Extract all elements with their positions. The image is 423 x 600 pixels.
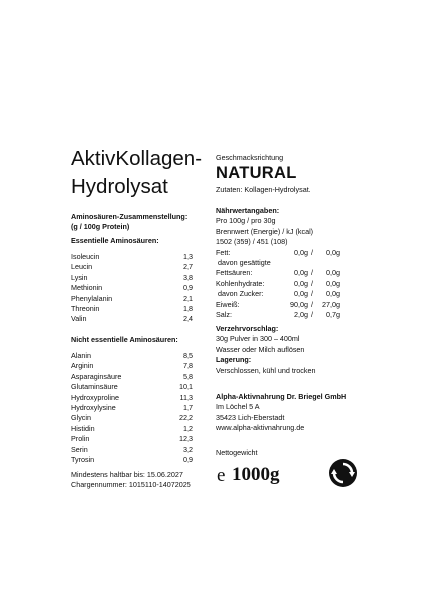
amino-name: Phenylalanin: [71, 293, 113, 303]
nutrition-value-30g: 0,0g: [326, 268, 340, 278]
essential-amino-row: [71, 262, 193, 272]
energy-label: Brennwert (Energie) / kJ (kcal): [216, 226, 314, 236]
amino-name: Arginin: [71, 361, 94, 371]
amino-name: Histidin: [71, 423, 95, 433]
title-line-1: AktivKollagen-: [71, 147, 203, 170]
nutrition-row: [216, 248, 341, 258]
amino-name: Hydroxylysine: [71, 402, 116, 412]
nonessential-amino-row: [71, 424, 193, 434]
nutrition-value-100g: 0,0g: [294, 247, 308, 257]
amino-name: Alanin: [71, 351, 91, 360]
batch-number: Chargennummer: 1015110-14072025: [71, 480, 191, 490]
usage-line-2: Wasser oder Milch auflösen: [216, 344, 305, 354]
nutrition-separator: /: [311, 289, 313, 299]
usage-line-1: 30g Pulver in 300 – 400ml: [216, 334, 300, 344]
nonessential-heading: Nicht essentielle Aminosäuren:: [71, 335, 178, 344]
amino-value: 2,7: [183, 262, 193, 272]
amino-value: 10,1: [179, 382, 193, 392]
company-city: 35423 Lich-Eberstadt: [216, 412, 285, 422]
nutrition-separator: [308, 258, 316, 268]
best-before: Mindestens haltbar bis: 15.06.2027: [71, 470, 183, 479]
nutrition-value-30g: [316, 258, 340, 268]
amino-heading-line-2: (g / 100g Protein): [71, 222, 130, 232]
usage-block: [216, 324, 386, 376]
nonessential-amino-row: [71, 434, 193, 444]
essential-amino-row: [71, 314, 193, 324]
nutrition-heading: Nährwertangaben:: [216, 206, 280, 215]
amino-name: Glutaminsäure: [71, 382, 118, 392]
amino-name: Leucin: [71, 262, 93, 272]
nutrition-value-100g: 0,0g: [294, 268, 308, 278]
amino-name: Hydroxyproline: [71, 392, 119, 402]
nonessential-amino-row: [71, 393, 193, 403]
amino-name: Prolin: [71, 434, 90, 444]
amino-value: 1,7: [183, 402, 193, 412]
nonessential-amino-list: [71, 351, 193, 465]
flavor-value: NATURAL: [216, 164, 297, 182]
amino-value: 7,8: [183, 361, 193, 371]
amino-name: Tyrosin: [71, 454, 95, 464]
essential-amino-row: [71, 252, 193, 262]
nutrition-separator: /: [311, 309, 313, 319]
nutrition-table: [216, 206, 341, 320]
essential-amino-row: [71, 294, 193, 304]
usage-heading: Verzehrvorschlag:: [216, 324, 279, 333]
nutrition-value-30g: 27,0g: [322, 299, 340, 309]
amino-value: 8,5: [183, 351, 193, 360]
energy-values: 1502 (359) / 451 (108): [216, 237, 288, 247]
company-street: Im Löchel 5 A: [216, 402, 260, 412]
amino-value: 2,1: [183, 293, 193, 303]
amino-name: Asparaginsäure: [71, 371, 122, 381]
nutrition-value-100g: 0,0g: [294, 289, 308, 299]
amino-heading: [71, 212, 187, 233]
amino-value: 1,8: [183, 303, 193, 313]
nutrition-row: [216, 310, 341, 320]
net-weight-value: 1000g: [232, 464, 280, 485]
nutrition-label: Kohlenhydrate:: [216, 278, 265, 288]
nonessential-amino-row: [71, 445, 193, 455]
estimated-sign-icon: e: [217, 465, 226, 486]
essential-amino-row: [71, 304, 193, 314]
nutrition-separator: /: [311, 278, 313, 288]
amino-value: 11,3: [179, 392, 193, 402]
amino-value: 12,3: [179, 434, 193, 444]
amino-value: 0,9: [183, 454, 193, 464]
nutrition-label: Eiweiß:: [216, 299, 240, 309]
nonessential-amino-row: [71, 403, 193, 413]
amino-value: 0,9: [183, 283, 193, 293]
footer-left: [71, 470, 191, 491]
amino-value: 5,8: [183, 371, 193, 381]
nutrition-row: [216, 300, 341, 310]
storage-heading: Lagerung:: [216, 355, 252, 365]
nutrition-label: davon Zucker:: [216, 289, 264, 299]
company-block: [216, 392, 396, 434]
nutrition-per: Pro 100g / pro 30g: [216, 216, 276, 226]
essential-amino-list: [71, 252, 193, 325]
title-line-2: Hydrolysat: [71, 175, 168, 198]
nutrition-value-30g: 0,0g: [326, 289, 340, 299]
nutrition-row: [216, 279, 341, 289]
nutrition-label: Salz:: [216, 309, 232, 319]
nutrition-value-100g: [278, 258, 308, 268]
nutrition-row: [216, 268, 341, 278]
company-name: Alpha-Aktivnahrung Dr. Briegel GmbH: [216, 392, 347, 401]
nonessential-amino-row: [71, 372, 193, 382]
company-web: www.alpha-aktivnahrung.de: [216, 423, 305, 433]
recycle-icon: [328, 458, 358, 488]
nutrition-value-100g: 2,0g: [294, 309, 308, 319]
flavor-label: Geschmacksrichtung: [216, 153, 284, 162]
amino-name: Valin: [71, 314, 87, 324]
amino-heading-line-1: Aminosäuren-Zusammenstellung:: [71, 212, 188, 221]
nutrition-label: Fett:: [216, 247, 231, 257]
amino-name: Threonin: [71, 303, 100, 313]
amino-value: 1,3: [183, 252, 193, 261]
ingredients: Zutaten: Kollagen-Hydrolysat.: [216, 185, 311, 194]
amino-value: 3,8: [183, 272, 193, 282]
nutrition-row: [216, 258, 341, 268]
nutrition-value-30g: 0,7g: [326, 309, 340, 319]
net-weight-label: Nettogewicht: [216, 448, 258, 457]
nutrition-label: Fettsäuren:: [216, 268, 253, 278]
amino-value: 1,2: [183, 423, 193, 433]
essential-amino-row: [71, 273, 193, 283]
nonessential-amino-row: [71, 413, 193, 423]
nutrition-rows: [216, 248, 341, 321]
nonessential-amino-row: [71, 351, 193, 361]
amino-value: 3,2: [183, 444, 193, 454]
storage-text: Verschlossen, kühl und trocken: [216, 365, 316, 375]
nonessential-amino-row: [71, 382, 193, 392]
essential-amino-row: [71, 283, 193, 293]
amino-value: 22,2: [179, 413, 193, 423]
nutrition-label: davon gesättigte: [216, 258, 271, 268]
nutrition-separator: /: [311, 268, 313, 278]
nutrition-row: [216, 289, 341, 299]
amino-value: 2,4: [183, 314, 193, 324]
nutrition-separator: /: [311, 299, 313, 309]
amino-name: Serin: [71, 444, 88, 454]
nonessential-amino-row: [71, 455, 193, 465]
amino-name: Glycin: [71, 413, 91, 423]
amino-name: Methionin: [71, 283, 103, 293]
product-title: [71, 145, 211, 201]
nutrition-separator: /: [311, 247, 313, 257]
nutrition-value-100g: 0,0g: [294, 278, 308, 288]
amino-name: Isoleucin: [71, 252, 100, 261]
nutrition-value-30g: 0,0g: [326, 278, 340, 288]
amino-name: Lysin: [71, 272, 88, 282]
nutrition-value-30g: 0,0g: [326, 247, 340, 257]
essential-heading: Essentielle Aminosäuren:: [71, 236, 159, 245]
nutrition-value-100g: 90,0g: [290, 299, 308, 309]
nonessential-amino-row: [71, 361, 193, 371]
